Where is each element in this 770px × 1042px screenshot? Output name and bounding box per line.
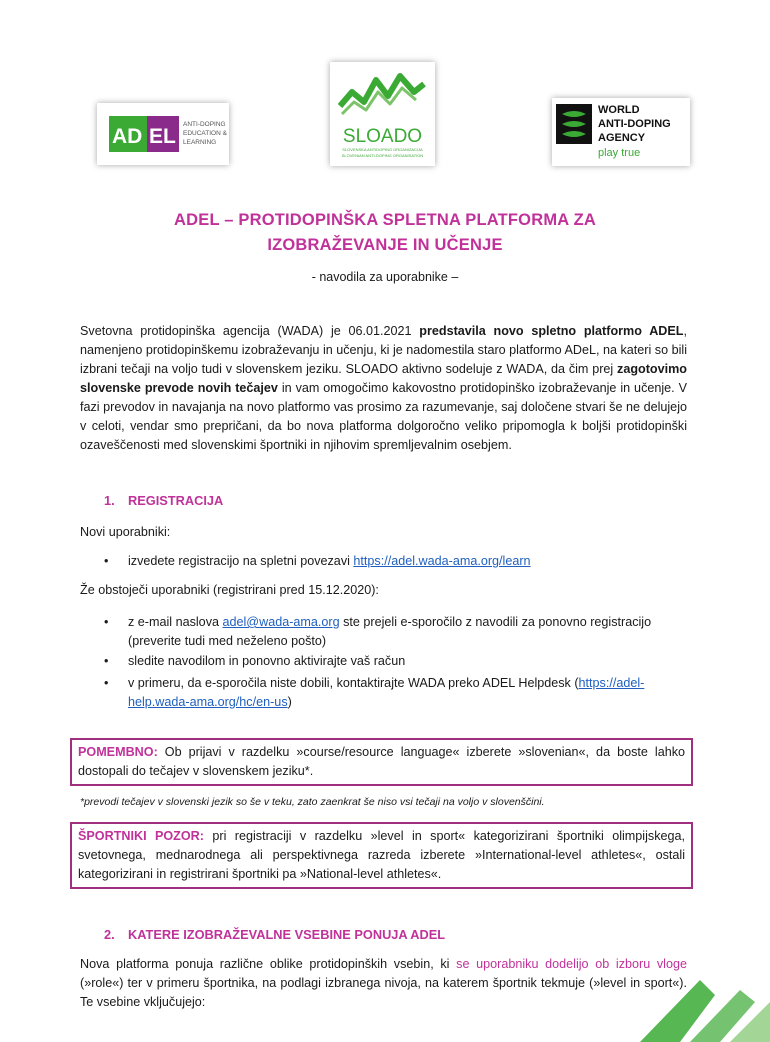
athletes-notice-text: pri registraciji v razdelku »level in sport« kategorizirani športniki olimpijskega, svetovnega, mednarodnega ali perspektivnega razreda izberete »International-level athletes«, ostali kategorizirani in registrirani športniki pa »National-level athletes«. [78, 829, 685, 881]
list-item [104, 613, 688, 651]
adel-mark-ad: AD [112, 125, 143, 148]
section2-paragraph [80, 955, 687, 1012]
registration-link[interactable]: https://adel.wada-ama.org/learn [353, 554, 531, 568]
corner-decoration [620, 940, 770, 1042]
section2-highlight: se uporabniku dodelijo ob izboru vloge [456, 957, 687, 971]
adel-text-2: EDUCATION & [183, 130, 227, 137]
athletes-notice-label: ŠPORTNIKI POZOR: [78, 829, 204, 843]
section1-number: 1. [104, 493, 115, 508]
bullet-icon: • [104, 654, 109, 668]
bullet-icon: • [104, 554, 109, 568]
section2-title: KATERE IZOBRAŽEVALNE VSEBINE PONUJA ADEL [128, 927, 446, 942]
intro-bold-1: predstavila novo spletno platformo ADEL [419, 324, 684, 338]
section2-text-a: Nova platforma ponuja različne oblike protidopinških vsebin, ki [80, 957, 457, 971]
section1-heading [104, 493, 223, 508]
adel-logo [97, 103, 229, 165]
section2-text-b: (»role«) ter v primeru športnika, na podlagi izbranega nivoja, na katerem športnik tekmuje (»level in sport«). Te vsebine vključujejo: [80, 976, 687, 1009]
list-item [104, 552, 688, 571]
intro-paragraph [80, 322, 687, 455]
adel-text-1: ANTI-DOPING [183, 121, 226, 128]
section2-heading [104, 927, 445, 942]
adel-email-link[interactable]: adel@wada-ama.org [222, 615, 340, 629]
intro-bold-2: zagotovimo slovenske prevode novih tečajev [80, 362, 687, 395]
new-users-label: Novi uporabniki: [80, 525, 171, 539]
document-title-line2: IZOBRAŽEVANJE IN UČENJE [267, 236, 503, 254]
important-notice-box [70, 738, 693, 786]
wada-line2: ANTI-DOPING [598, 118, 671, 130]
bullet1-text: izvedete registracijo na spletni povezavi [128, 554, 354, 568]
important-notice-label: POMEMBNO: [78, 745, 158, 759]
section2-number: 2. [104, 927, 115, 942]
sloado-logo [330, 62, 435, 166]
bullet2-text-a: z e-mail naslova [128, 615, 223, 629]
important-notice-text: Ob prijavi v razdelku »course/resource language« izberete »slovenian«, da boste lahko dostopali do tečajev v slovenskem jeziku*. [78, 745, 685, 778]
intro-text-3: in vam omogočimo kakovostno protidopinško izobraževanje in učenje. V fazi prevodov in navajanja na novo platformo vas prosimo za razumevanje, saj določene stvari še ne delujejo v celoti, vendar smo prepričani, da bo nova platforma dolgoročno veliko pripomogla k boljši protidopinški ozaveščenosti med slovenskimi športniki in njihovim spremljevalnim osebjem. [80, 381, 687, 452]
athletes-notice-box [70, 822, 693, 889]
adel-logo-graphic [97, 103, 229, 165]
sloado-sub1: SLOVENSKA ANTIDOPING ORGANIZACIJA [342, 147, 423, 152]
sloado-logo-graphic [330, 62, 435, 166]
wada-line3: AGENCY [598, 132, 646, 144]
document-subtitle: - navodila za uporabnike – [311, 270, 459, 284]
intro-text-1: Svetovna protidopinška agencija (WADA) je 06.01.2021 [80, 324, 420, 338]
wada-tagline: play true [598, 147, 641, 159]
existing-users-label: Že obstoječi uporabniki (registrirani pred 15.12.2020): [80, 583, 379, 597]
bullet4-text-a: v primeru, da e-sporočila niste dobili, kontaktirajte WADA preko ADEL Helpdesk ( [128, 676, 579, 690]
helpdesk-link[interactable]: https://adel-help.wada-ama.org/hc/en-us [128, 676, 645, 709]
bullet-icon: • [104, 676, 109, 690]
bullet-icon: • [104, 615, 109, 629]
wada-logo-graphic [552, 98, 690, 166]
list-item [104, 674, 688, 712]
intro-text-2: , namenjeno protidopinškemu izobraževanju in učenju, ki je nadomestila staro platformo ADeL, na kateri so bili izbrani tečaji na voljo tudi v slovenskem jeziku. SLOADO aktivno sodeluje z WADA, da čim prej [80, 324, 687, 376]
bullet4-text-b: ) [287, 695, 292, 709]
adel-text-3: LEARNING [183, 139, 217, 146]
adel-mark-el: EL [149, 125, 176, 148]
section1-title: REGISTRACIJA [128, 493, 224, 508]
footnote: *prevodi tečajev v slovenski jezik so še v teku, zato zaenkrat še niso vsi tečaji na voljo v slovenščini. [80, 796, 545, 808]
list-item [104, 652, 688, 671]
sloado-sub2: SLOVENIAN ANTI-DOPING ORGANISATION [341, 153, 424, 158]
wada-logo [552, 98, 690, 166]
sloado-name: SLOADO [342, 126, 423, 147]
wada-line1: WORLD [598, 104, 640, 116]
bullet2-text-b: ste prejeli e-sporočilo z navodili za ponovno registracijo (preverite tudi med neželeno pošto) [128, 615, 652, 648]
bullet3-text: sledite navodilom in ponovno aktivirajte vaš račun [128, 654, 406, 668]
document-title-line1: ADEL – PROTIDOPINŠKA SPLETNA PLATFORMA ZA [174, 211, 596, 229]
